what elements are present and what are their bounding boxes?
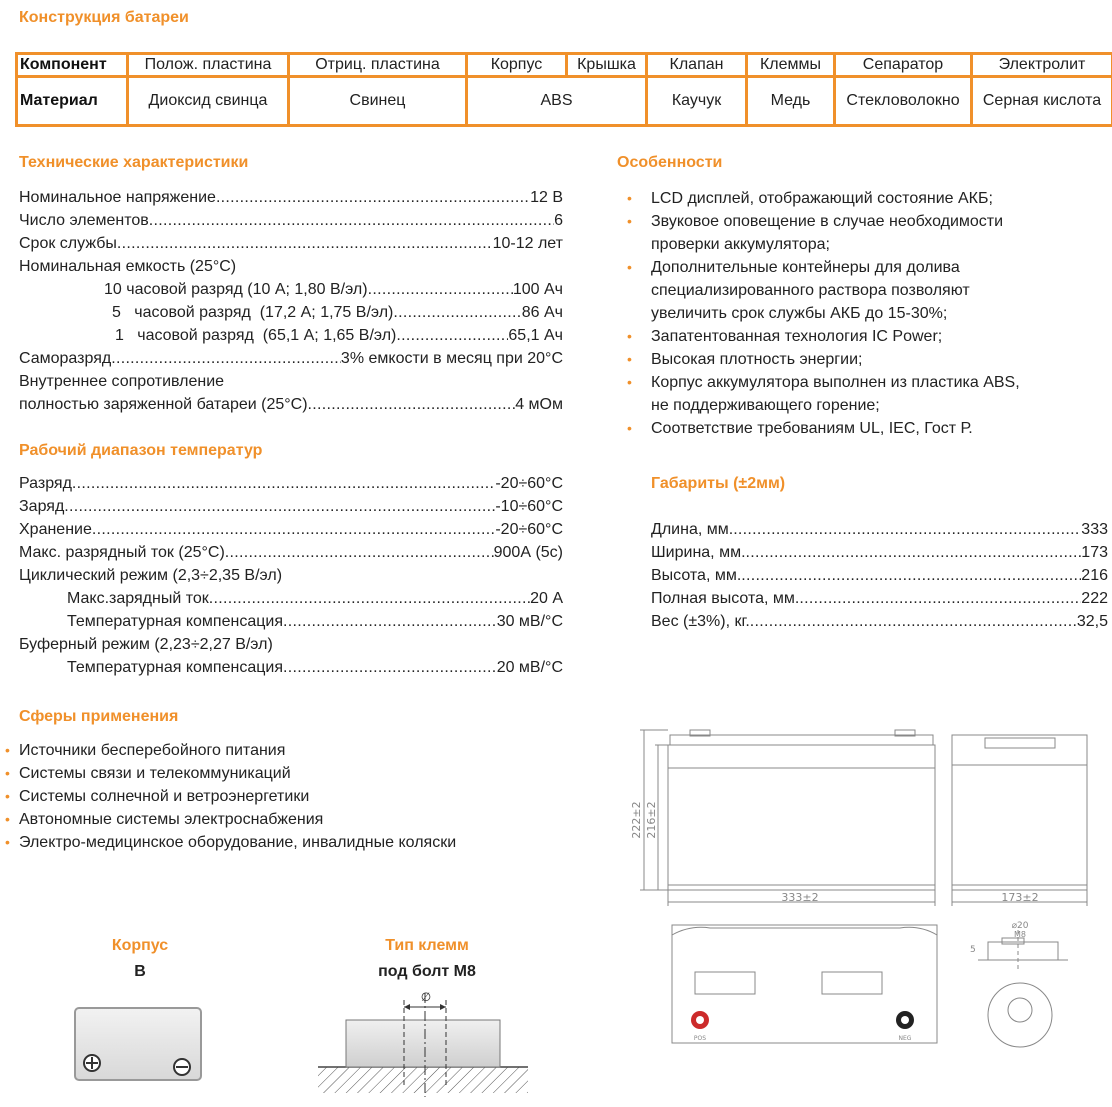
spec-value: 222: [1081, 590, 1108, 607]
bullet-icon: •: [5, 765, 10, 781]
apps-item: [5, 785, 310, 808]
spec-value: 65,1 Ач: [508, 327, 563, 344]
spec-value: 86 Ач: [521, 304, 563, 321]
dims-width: [651, 541, 1108, 564]
spec-label: Хранение: [19, 521, 92, 538]
spec-cap1: [115, 324, 563, 347]
feature-line: [627, 256, 960, 279]
spec-value: 10-12 лет: [492, 235, 563, 252]
spec-value: 20 мВ/°C: [496, 659, 563, 676]
dims-length: [651, 518, 1108, 541]
feature-line: [651, 302, 947, 325]
apps-item: [5, 762, 291, 785]
feature-text: Звуковое оповещение в случае необходимости: [651, 213, 1004, 230]
spec-life: [19, 232, 563, 255]
spec-label: Температурная компенсация: [67, 613, 283, 630]
temp-discharge: [19, 472, 563, 495]
component-cell: Сепаратор: [835, 54, 972, 77]
feature-text: Запатентованная технология IC Power;: [651, 328, 943, 345]
positive-terminal-core: [696, 1016, 704, 1024]
spec-label: 5 часовой разряд (17,2 А; 1,75 В/эл): [112, 304, 394, 321]
spec-label: Саморазряд: [19, 350, 112, 367]
material-cell: ABS: [467, 77, 647, 126]
leader-dots: [733, 518, 1081, 541]
apps-item-text: Автономные системы электроснабжения: [19, 811, 324, 828]
spec-label: 1 часовой разряд (65,1 А; 1,65 В/эл): [115, 327, 397, 344]
feature-line: [651, 279, 970, 302]
spec-value: 216: [1081, 567, 1108, 584]
terminal-illustration: [318, 985, 528, 1100]
spec-cap5: [112, 301, 563, 324]
bullet-icon: •: [5, 742, 10, 758]
leader-dots: [746, 541, 1082, 564]
spec-value: -20÷60°C: [495, 475, 563, 492]
leader-dots: [393, 301, 521, 324]
dims-title: Габариты (±2мм): [651, 475, 786, 492]
feature-text: проверки аккумулятора;: [651, 236, 830, 253]
spec-label: Вес (±3%), кг.: [651, 613, 750, 630]
component-cell: Отриц. пластина: [289, 54, 467, 77]
feature-line: [627, 417, 973, 440]
dims-weight: [651, 610, 1108, 633]
spec-value: 4 мОм: [515, 396, 563, 413]
diameter-symbol: ∅: [420, 990, 432, 1004]
temp-maxcurrent: [19, 541, 563, 564]
pos-label: POS: [693, 1035, 707, 1042]
component-row: [17, 54, 1112, 77]
leader-dots: [308, 393, 516, 416]
terminal-title: Тип клемм: [385, 937, 469, 954]
bullet-icon: •: [627, 420, 632, 436]
dims-fullheight: [651, 587, 1108, 610]
temp-comp1: [67, 610, 563, 633]
material-cell: Свинец: [289, 77, 467, 126]
spec-selfdischarge: [19, 347, 563, 370]
spec-label: Макс. разрядный ток (25°C): [19, 544, 225, 561]
feature-line: [651, 394, 880, 417]
component-cell: Крышка: [567, 54, 647, 77]
leader-dots: [64, 495, 495, 518]
leader-dots: [117, 232, 493, 255]
component-cell: Электролит: [972, 54, 1112, 77]
feature-text: LCD дисплей, отображающий состояние АКБ;: [651, 190, 993, 207]
material-label: Материал: [17, 77, 128, 126]
spec-value: 30 мВ/°C: [496, 613, 563, 630]
feature-line: [627, 325, 943, 348]
features-title: Особенности: [617, 154, 723, 171]
dim-m8: M8: [1014, 930, 1026, 939]
feature-line: [627, 187, 993, 210]
bullet-icon: •: [627, 374, 632, 390]
neg-label: NEG: [898, 1035, 912, 1042]
temp-title: Рабочий диапазон температур: [19, 442, 263, 459]
leader-dots: [283, 656, 497, 679]
spec-value: 100 Ач: [512, 281, 563, 298]
spec-label: Номинальное напряжение: [19, 189, 216, 206]
spec-value: -20÷60°C: [495, 521, 563, 538]
spec-label: Длина, мм.: [651, 521, 734, 538]
spec-label: Разряд: [19, 475, 72, 492]
temp-storage: [19, 518, 563, 541]
spec-label: полностью заряженной батареи (25°C): [19, 396, 308, 413]
component-cell: Клеммы: [747, 54, 835, 77]
apps-item: [5, 739, 286, 762]
leader-dots: [92, 518, 495, 541]
spec-label: Макс.зарядный ток: [67, 590, 209, 607]
terminal-detail: [978, 930, 1068, 1047]
apps-item-text: Системы солнечной и ветроэнергетики: [19, 788, 310, 805]
case-title: Корпус: [111, 937, 169, 954]
case-value: B: [134, 963, 146, 980]
spec-resistance: [19, 393, 563, 416]
front-view: [640, 730, 935, 906]
spec-capacity-label: Номинальная емкость (25°C): [19, 258, 237, 275]
spec-value: 12 В: [530, 189, 563, 206]
spec-label: Ширина, мм.: [651, 544, 746, 561]
feature-line: [627, 371, 1020, 394]
feature-text: Дополнительные контейнеры для долива: [651, 259, 960, 276]
component-cell: Полож. пластина: [128, 54, 289, 77]
feature-text: не поддерживающего горение;: [651, 397, 880, 414]
tech-title: Технические характеристики: [19, 154, 249, 171]
apps-item-text: Системы связи и телекоммуникаций: [19, 765, 291, 782]
material-cell: Серная кислота: [972, 77, 1112, 126]
spec-value: 900А (5с): [493, 544, 563, 561]
feature-line: [651, 233, 830, 256]
material-row: [17, 77, 1112, 126]
leader-dots: [368, 278, 513, 301]
leader-dots: [750, 610, 1077, 633]
composition-table: [15, 52, 1112, 127]
bullet-icon: •: [627, 328, 632, 344]
bullet-icon: •: [5, 788, 10, 804]
bullet-icon: •: [5, 834, 10, 850]
feature-line: [627, 348, 863, 371]
spec-value: 20 А: [530, 590, 563, 607]
temp-cyclic-label: Циклический режим (2,3÷2,35 В/эл): [19, 567, 283, 584]
apps-item-text: Источники бесперебойного питания: [19, 742, 286, 759]
plus-icon: [84, 1055, 100, 1071]
component-cell: Клапан: [647, 54, 747, 77]
leader-dots: [225, 541, 494, 564]
dim-222: 222±2: [630, 801, 643, 839]
spec-cells: [19, 209, 563, 232]
case-illustration: [72, 1005, 204, 1083]
dim-173: 173±2: [1001, 891, 1039, 904]
dim-333: 333±2: [781, 891, 819, 904]
leader-dots: [741, 564, 1081, 587]
material-cell: Медь: [747, 77, 835, 126]
dim-5: 5: [970, 945, 976, 955]
spec-label: Число элементов: [19, 212, 149, 229]
spec-label: Температурная компенсация: [67, 659, 283, 676]
dim-216: 216±2: [645, 801, 658, 839]
dim-d20: ⌀20: [1011, 921, 1029, 931]
spec-label: Заряд: [19, 498, 65, 515]
feature-text: Соответствие требованиям UL, IEC, Гост Р.: [651, 420, 973, 437]
apps-title: Сферы применения: [19, 708, 179, 725]
spec-value: 3% емкости в месяц при 20°C: [340, 350, 563, 367]
leader-dots: [149, 209, 554, 232]
material-cell: Каучук: [647, 77, 747, 126]
dims-height: [651, 564, 1108, 587]
temp-float-label: Буферный режим (2,23÷2,27 В/эл): [19, 636, 273, 653]
feature-text: специализированного раствора позволяют: [651, 282, 970, 299]
battery-drawing: [600, 720, 1100, 1050]
leader-dots: [396, 324, 508, 347]
spec-label: 10 часовой разряд (10 А; 1,80 В/эл): [104, 281, 368, 298]
feature-text: увеличить срок службы АКБ до 15-30%;: [651, 305, 948, 322]
temp-charge: [19, 495, 563, 518]
feature-line: [627, 210, 1004, 233]
negative-terminal-core: [901, 1016, 909, 1024]
spec-label: Полная высота, мм.: [651, 590, 800, 607]
leader-dots: [283, 610, 497, 633]
component-cell: Корпус: [467, 54, 567, 77]
top-view: [672, 925, 937, 1043]
side-view: [952, 735, 1087, 906]
spec-label: Срок службы: [19, 235, 117, 252]
apps-item-text: Электро-медицинское оборудование, инвалидные коляски: [19, 834, 457, 851]
spec-value: 173: [1081, 544, 1108, 561]
spec-voltage: [19, 186, 563, 209]
bullet-icon: •: [627, 190, 632, 206]
spec-value: 6: [554, 212, 563, 229]
minus-icon: [174, 1059, 190, 1075]
bullet-icon: •: [627, 351, 632, 367]
leader-dots: [216, 186, 530, 209]
page-title: Конструкция батареи: [19, 9, 189, 26]
leader-dots: [799, 587, 1081, 610]
spec-value: 32,5: [1076, 613, 1108, 630]
feature-text: Высокая плотность энергии;: [651, 351, 863, 368]
component-label: Компонент: [17, 54, 128, 77]
leader-dots: [111, 347, 341, 370]
spec-resistance-label: Внутреннее сопротивление: [19, 373, 225, 390]
leader-dots: [209, 587, 530, 610]
apps-item: [5, 831, 457, 854]
material-cell: Диоксид свинца: [128, 77, 289, 126]
bullet-icon: •: [627, 213, 632, 229]
apps-item: [5, 808, 324, 831]
spec-value: -10÷60°C: [495, 498, 563, 515]
temp-comp2: [67, 656, 563, 679]
leader-dots: [72, 472, 495, 495]
bullet-icon: •: [627, 259, 632, 275]
bullet-icon: •: [5, 811, 10, 827]
spec-cap10: [104, 278, 563, 301]
material-cell: Стекловолокно: [835, 77, 972, 126]
temp-maxcharge: [67, 587, 563, 610]
terminal-value: под болт M8: [378, 963, 476, 980]
spec-value: 333: [1081, 521, 1108, 538]
feature-text: Корпус аккумулятора выполнен из пластика ABS,: [651, 374, 1020, 391]
spec-label: Высота, мм.: [651, 567, 742, 584]
